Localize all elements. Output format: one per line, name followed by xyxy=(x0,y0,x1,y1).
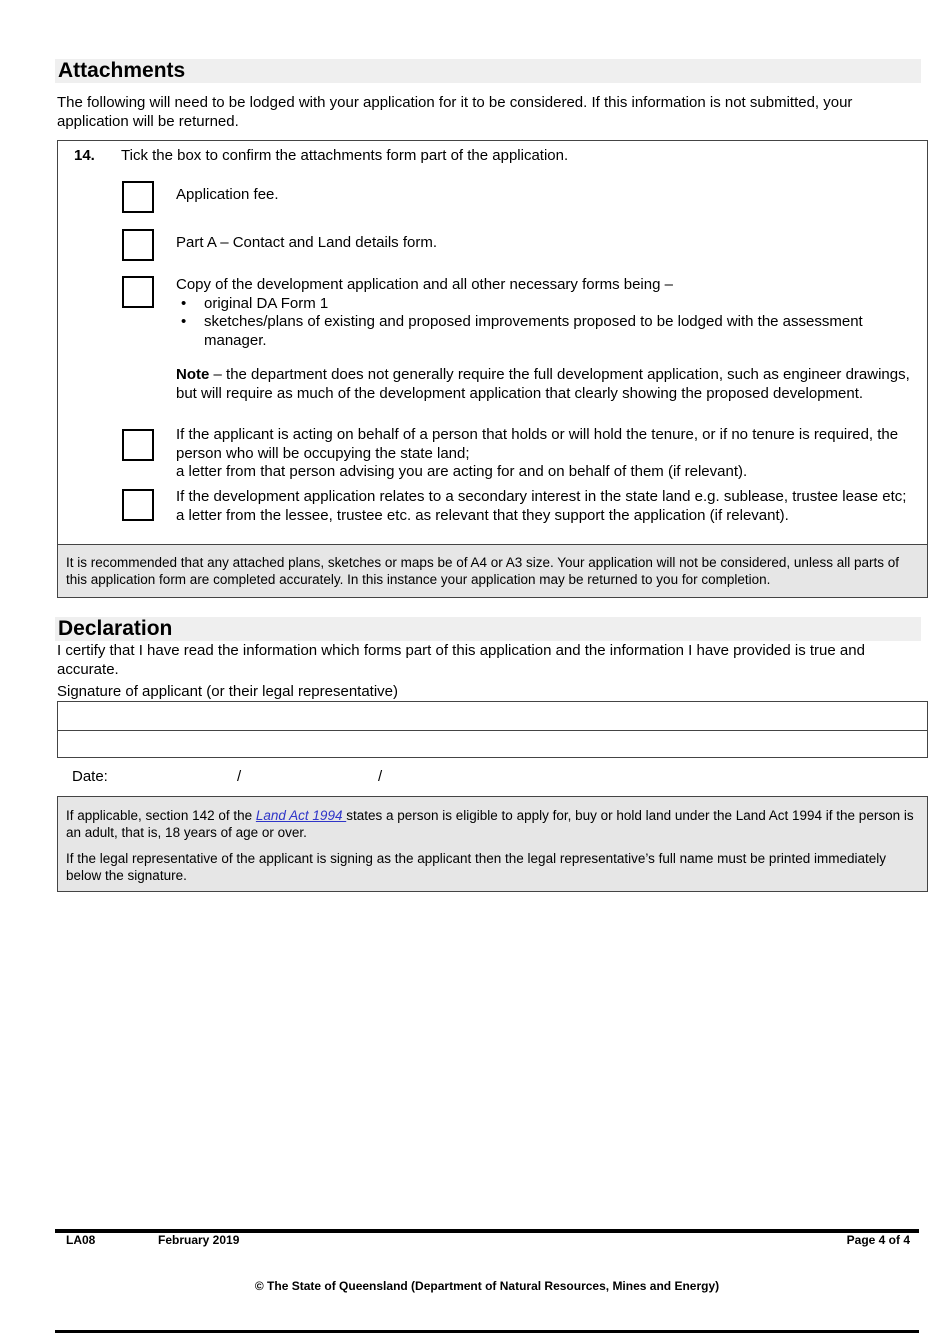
footer-bottom-rule xyxy=(55,1330,919,1333)
question-number: 14. xyxy=(74,147,95,164)
development-application-item xyxy=(176,276,916,350)
acting-on-behalf-item xyxy=(176,426,920,482)
secondary-interest-checkbox[interactable] xyxy=(122,489,154,521)
eligibility-note-post: states a person is eligible to apply for, buy or hold land under the Land Act 1994 if the person is an adult, that is, 18 years of age or over. xyxy=(66,808,914,840)
acting-on-behalf-checkbox[interactable] xyxy=(122,429,154,461)
printed-name-field[interactable] xyxy=(57,730,928,758)
date-year-field[interactable] xyxy=(390,766,520,788)
footer-copyright: © The State of Queensland (Department of Natural Resources, Mines and Energy) xyxy=(254,1279,720,1293)
date-month-field[interactable] xyxy=(248,766,374,788)
signature-field[interactable] xyxy=(57,701,928,731)
attachments-intro: The following will need to be lodged with your application for it to be considered. If this information is not submitted, your application will be returned. xyxy=(57,94,853,130)
legal-representative-note: If the legal representative of the applicant is signing as the applicant then the legal representative’s full name must be printed immediately below the signature. xyxy=(66,851,886,883)
application-fee-checkbox[interactable] xyxy=(122,181,154,213)
date-day-field[interactable] xyxy=(115,766,233,788)
secondary-interest-item xyxy=(176,488,916,525)
declaration-text: I certify that I have read the information which forms part of this application and the information I have provided is true and accurate. xyxy=(57,642,865,678)
secondary-interest-label: If the development application relates to a secondary interest in the state land e.g. sublease, trustee lease etc; xyxy=(176,488,907,505)
note-label: Note xyxy=(176,366,210,383)
recommendation-text: It is recommended that any attached plans, sketches or maps be of A4 or A3 size. Your application will not be considered, unless all parts of this application form are completed accurately. In this instance your application may be returned to you for completion. xyxy=(66,555,899,587)
application-fee-label: Application fee. xyxy=(176,186,279,203)
note-text: – the department does not generally require the full development application, such as engineer drawings, but will require as much of the development application that clearly showing the proposed development. xyxy=(176,366,910,402)
footer-page-number: Page 4 of 4 xyxy=(846,1233,910,1247)
bullet-sketches-plans: • sketches/plans of existing and proposed improvements proposed to be lodged with the assessment manager. xyxy=(176,313,916,350)
secondary-interest-letter: a letter from the lessee, trustee etc. as relevant that they support the application (if relevant). xyxy=(176,506,789,524)
attachments-heading: Attachments xyxy=(55,59,921,83)
question-text: Tick the box to confirm the attachments form part of the application. xyxy=(121,147,569,164)
acting-on-behalf-letter: a letter from that person advising you are acting for and on behalf of them (if relevant). xyxy=(176,463,748,480)
bullet-da-form: • original DA Form 1 xyxy=(176,295,916,314)
eligibility-note-pre: If applicable, section 142 of the xyxy=(66,808,256,823)
part-a-label: Part A – Contact and Land details form. xyxy=(176,234,437,251)
footer-date: February 2019 xyxy=(158,1233,240,1247)
date-label: Date: xyxy=(72,768,108,785)
declaration-info-panel xyxy=(57,796,928,892)
acting-on-behalf-label: If the applicant is acting on behalf of a person that holds or will hold the tenure, or if no tenure is required, the person who will be occupying the state land; xyxy=(176,426,899,462)
development-application-checkbox[interactable] xyxy=(122,276,154,308)
part-a-checkbox[interactable] xyxy=(122,229,154,261)
signature-label: Signature of applicant (or their legal representative) xyxy=(57,683,399,700)
land-act-link[interactable]: Land Act 1994 xyxy=(255,808,347,823)
footer-form-code: LA08 xyxy=(66,1233,96,1247)
declaration-heading: Declaration xyxy=(55,617,921,641)
date-separator-2: / xyxy=(378,768,383,785)
eligibility-note xyxy=(66,807,919,841)
attachments-note xyxy=(176,366,916,403)
development-application-label: Copy of the development application and all other necessary forms being – xyxy=(176,276,673,293)
development-application-bullets xyxy=(176,295,916,351)
recommendation-panel xyxy=(57,544,928,598)
date-separator-1: / xyxy=(237,768,242,785)
